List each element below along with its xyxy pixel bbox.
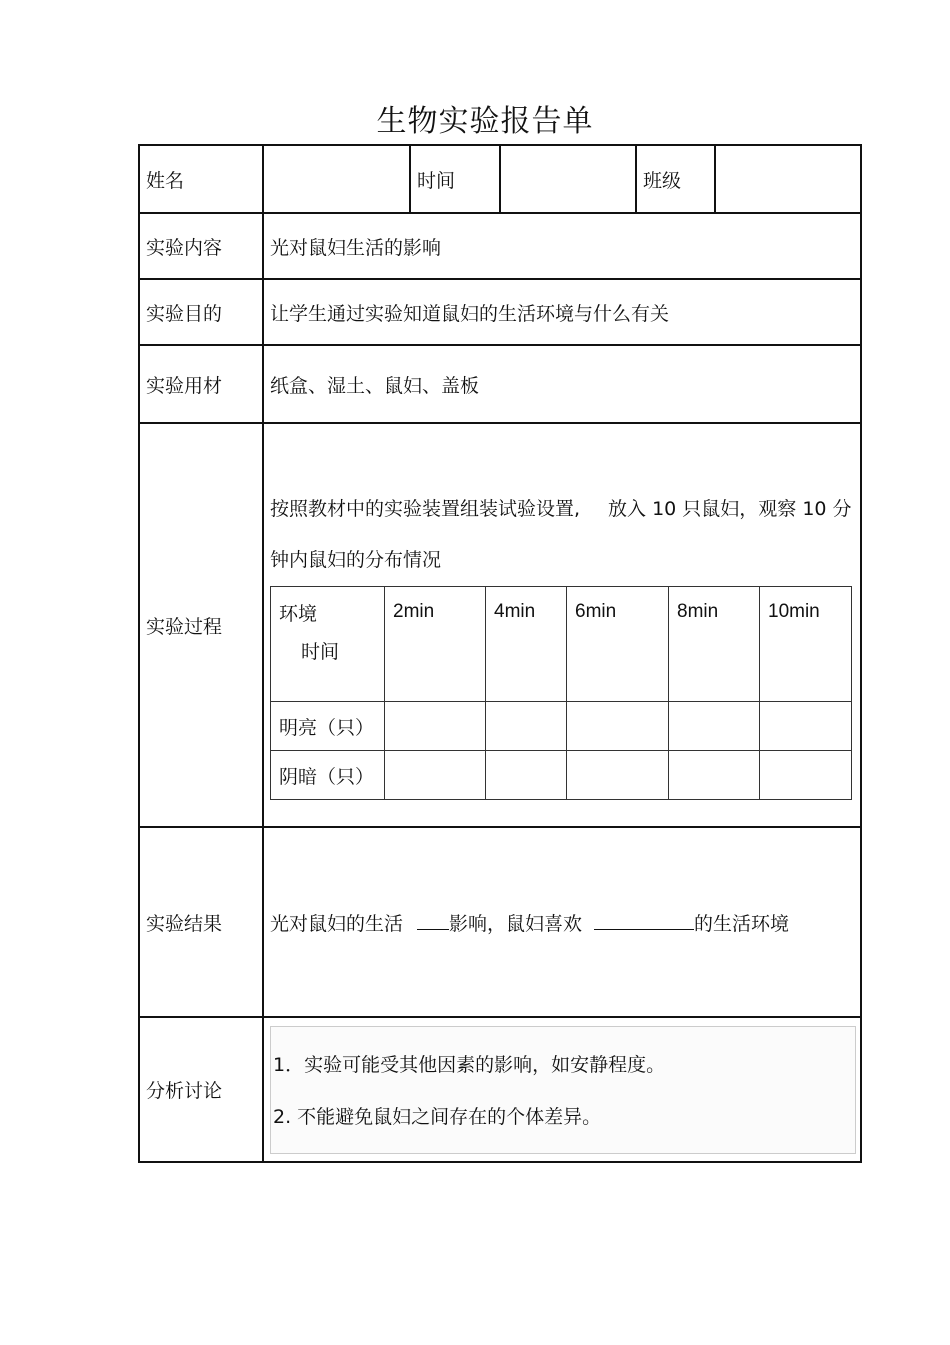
materials-row [139, 345, 861, 423]
materials-value: 纸盒、湿土、鼠妇、盖板 [263, 345, 861, 423]
name-label: 姓名 [139, 145, 263, 213]
discussion-cell [263, 1017, 861, 1162]
column-header: 6min [567, 587, 669, 702]
report-table [138, 144, 862, 1163]
time-label: 时间 [410, 145, 500, 213]
name-value-field[interactable] [263, 145, 410, 213]
class-value-field[interactable] [715, 145, 861, 213]
purpose-label: 实验目的 [139, 279, 263, 345]
result-text-part3: 的生活环境 [694, 912, 790, 935]
column-header: 8min [669, 587, 760, 702]
result-text-part2: 影响，鼠妇喜欢 [449, 912, 583, 935]
content-row [139, 213, 861, 279]
class-label: 班级 [636, 145, 715, 213]
table-cell[interactable] [486, 702, 567, 751]
result-row [139, 827, 861, 1017]
info-row [139, 145, 861, 213]
content-value: 光对鼠妇生活的影响 [263, 213, 861, 279]
result-label: 实验结果 [139, 827, 263, 1017]
table-cell[interactable] [669, 702, 760, 751]
result-text-part1: 光对鼠妇的生活 [270, 912, 404, 935]
table-cell[interactable] [385, 751, 486, 800]
discussion-box [270, 1026, 856, 1154]
table-cell[interactable] [760, 702, 852, 751]
process-description [270, 484, 860, 586]
table-cell[interactable] [760, 751, 852, 800]
table-row [271, 702, 852, 751]
row-label-dark: 阴暗（只） [271, 751, 385, 800]
process-cell [263, 423, 861, 827]
observation-table [270, 586, 852, 800]
process-row [139, 423, 861, 827]
corner-top-label: 环境 [279, 603, 318, 625]
row-label-bright: 明亮（只） [271, 702, 385, 751]
result-blank-2[interactable] [594, 911, 694, 930]
time-value-field[interactable] [500, 145, 636, 213]
page-title: 生物实验报告单 [376, 104, 594, 139]
process-text-part1: 按照教材中的实验装置组装试验设置, [270, 498, 581, 520]
discussion-label: 分析讨论 [139, 1017, 263, 1162]
table-cell[interactable] [567, 702, 669, 751]
process-label: 实验过程 [139, 423, 263, 827]
discussion-item-2: 2. 不能避免鼠妇之间存在的个体差异。 [273, 1105, 602, 1128]
table-cell[interactable] [567, 751, 669, 800]
result-blank-1[interactable] [417, 911, 449, 930]
content-label: 实验内容 [139, 213, 263, 279]
purpose-row [139, 279, 861, 345]
purpose-value: 让学生通过实验知道鼠妇的生活环境与什么有关 [263, 279, 861, 345]
materials-label: 实验用材 [139, 345, 263, 423]
table-cell[interactable] [486, 751, 567, 800]
discussion-row [139, 1017, 861, 1162]
column-header: 10min [760, 587, 852, 702]
table-cell[interactable] [669, 751, 760, 800]
corner-header-cell [271, 587, 385, 702]
column-header: 4min [486, 587, 567, 702]
corner-bottom-label: 时间 [301, 641, 340, 663]
observation-header-row [271, 587, 852, 702]
table-cell[interactable] [385, 702, 486, 751]
table-row [271, 751, 852, 800]
column-header: 2min [385, 587, 486, 702]
discussion-item-1: 1．实验可能受其他因素的影响，如安静程度。 [273, 1053, 666, 1076]
result-cell [263, 827, 861, 1017]
process-text-part2: 放入 10 只鼠妇，观察 10 分钟内鼠妇的分布情况 [270, 498, 852, 571]
